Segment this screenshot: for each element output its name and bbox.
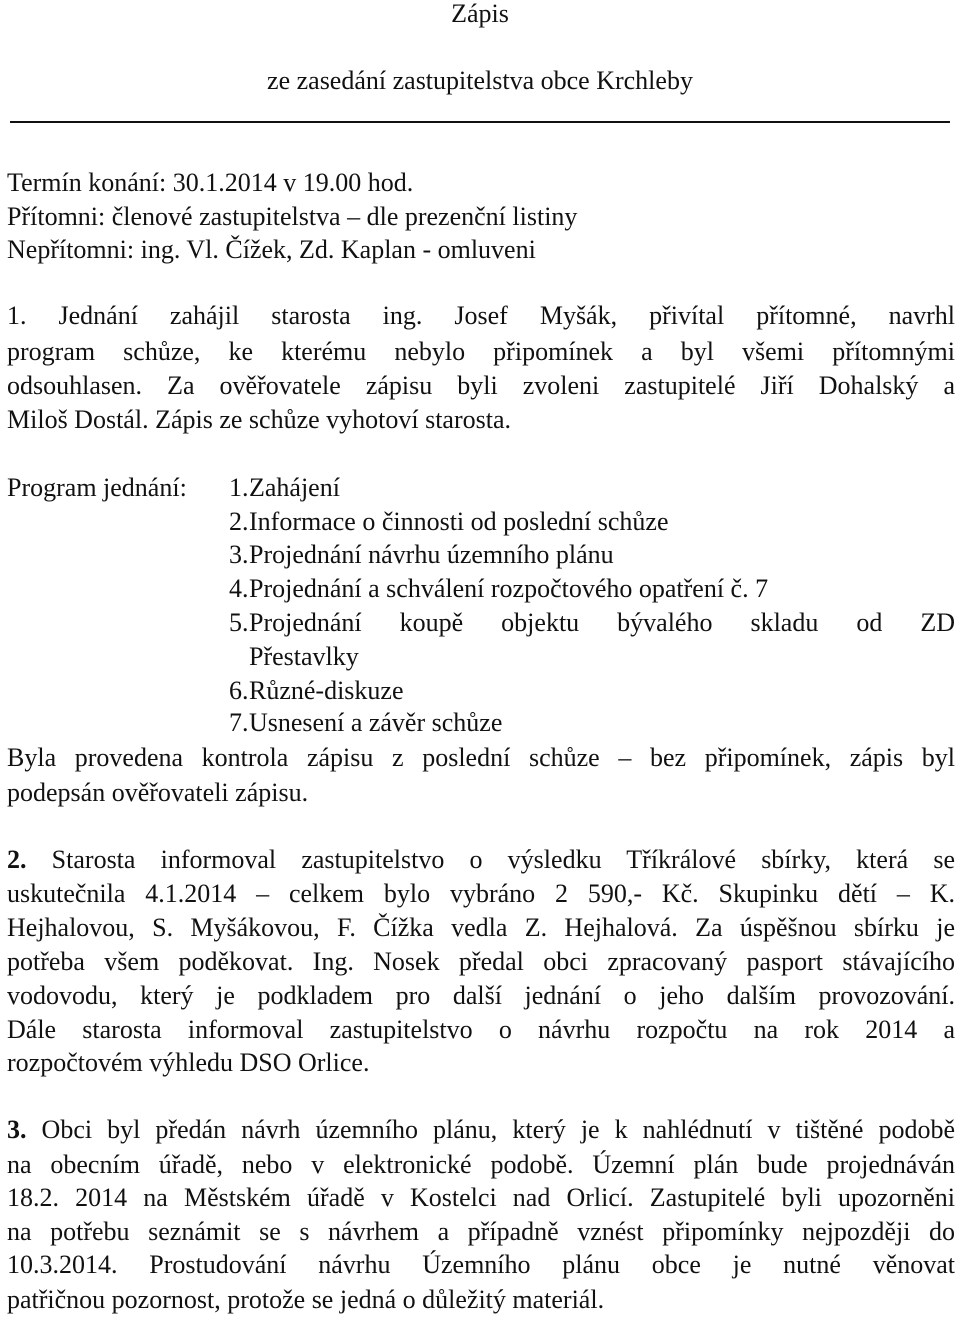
program-item (229, 471, 955, 505)
section-2-line: vodovodu, který je podkladem pro další jednání o jeho dalším provozování. (7, 981, 955, 1010)
program-item (229, 538, 955, 572)
section-2-text: Starosta informoval zastupitelstvo o výsledku Tříkrálové sbírky, která se (26, 845, 955, 874)
minutes-check-line: Byla provedena kontrola zápisu z poslední schůze – bez připomínek, zápis byl (7, 743, 955, 772)
program-item-number: 1. (229, 473, 249, 502)
section-2-line: uskutečnila 4.1.2014 – celkem bylo vybráno 2 590,- Kč. Skupinku dětí – K. (7, 879, 955, 908)
section-3-line: na potřebu seznámit se s návrhem a případně vznést připomínky nejpozději do (7, 1217, 955, 1246)
program-item-text: Usnesení a závěr schůze (249, 708, 503, 737)
section-2-line: rozpočtovém výhledu DSO Orlice. (7, 1048, 370, 1077)
program-label: Program jednání: (7, 473, 187, 502)
program-item (229, 706, 955, 740)
section-3-line: na obecním úřadě, nebo v elektronické podobě. Územní plán bude projednáván (7, 1150, 955, 1179)
program-item-text: Informace o činnosti od poslední schůze (249, 507, 669, 536)
program-item-number: 6. (229, 676, 249, 705)
section-3-text: Obci byl předán návrh územního plánu, který je k nahlédnutí v tištěné podobě (26, 1115, 955, 1144)
program-item-text: Zahájení (249, 473, 340, 502)
section-2-line: Hejhalovou, S. Myšákovou, F. Čížka vedla Z. Hejhalová. Za úspěšnou sbírku je (7, 913, 955, 942)
program-item-text: Projednání a schválení rozpočtového opatření č. 7 (249, 574, 769, 603)
section-2-first-line (7, 843, 955, 877)
section-2-line: potřeba všem poděkovat. Ing. Nosek předal obci zpracovaný pasport stávajícího (7, 947, 955, 976)
program-item (229, 606, 955, 640)
document-subtitle: ze zasedání zastupitelstva obce Krchleby (267, 66, 693, 95)
section-2-line: Dále starosta informoval zastupitelstvo o návrhu rozpočtu na rok 2014 a (7, 1015, 955, 1044)
section-2-number: 2. (7, 845, 27, 874)
section-3-line: 10.3.2014. Prostudování návrhu Územního plánu obce je nutné věnovat (7, 1250, 955, 1279)
section-3-line: patřičnou pozornost, protože se jedná o důležitý materiál. (7, 1285, 605, 1314)
program-item-text: Přestavlky (249, 642, 359, 671)
program-item-text: Projednání koupě objektu bývalého skladu od ZD (249, 608, 955, 637)
program-item-continuation (229, 640, 955, 674)
absent-members: Nepřítomni: ing. Vl. Čížek, Zd. Kaplan - omluveni (7, 235, 536, 264)
section-1-line: Miloš Dostál. Zápis ze schůze vyhotoví starosta. (7, 405, 512, 434)
program-item-number: 7. (229, 708, 249, 737)
program-item (229, 674, 955, 708)
section-3-first-line (7, 1113, 955, 1147)
section-1-line: program schůze, ke kterému nebylo připomínek a byl všemi přítomnými (7, 337, 955, 366)
program-item-text: Projednání návrhu územního plánu (249, 540, 614, 569)
program-item-number: 3. (229, 540, 249, 569)
minutes-check-line: podepsán ověřovateli zápisu. (7, 778, 309, 807)
meeting-date: Termín konání: 30.1.2014 v 19.00 hod. (7, 168, 414, 197)
section-3-line: 18.2. 2014 na Městském úřadě v Kostelci nad Orlicí. Zastupitelé byli upozorněni (7, 1183, 955, 1212)
section-1-line: odsouhlasen. Za ověřovatele zápisu byli zvoleni zastupitelé Jiří Dohalský a (7, 371, 955, 400)
program-item-number: 5. (229, 608, 249, 637)
present-members: Přítomni: členové zastupitelstva – dle prezenční listiny (7, 202, 578, 231)
header-divider (10, 121, 950, 123)
program-item (229, 505, 955, 539)
program-item-number: 4. (229, 574, 249, 603)
section-1-line: 1. Jednání zahájil starosta ing. Josef Myšák, přivítal přítomné, navrhl (7, 301, 955, 330)
section-3-number: 3. (7, 1115, 27, 1144)
program-item (229, 572, 955, 606)
program-item-text: Různé-diskuze (249, 676, 404, 705)
document-title: Zápis (451, 0, 509, 28)
program-item-number: 2. (229, 507, 249, 536)
